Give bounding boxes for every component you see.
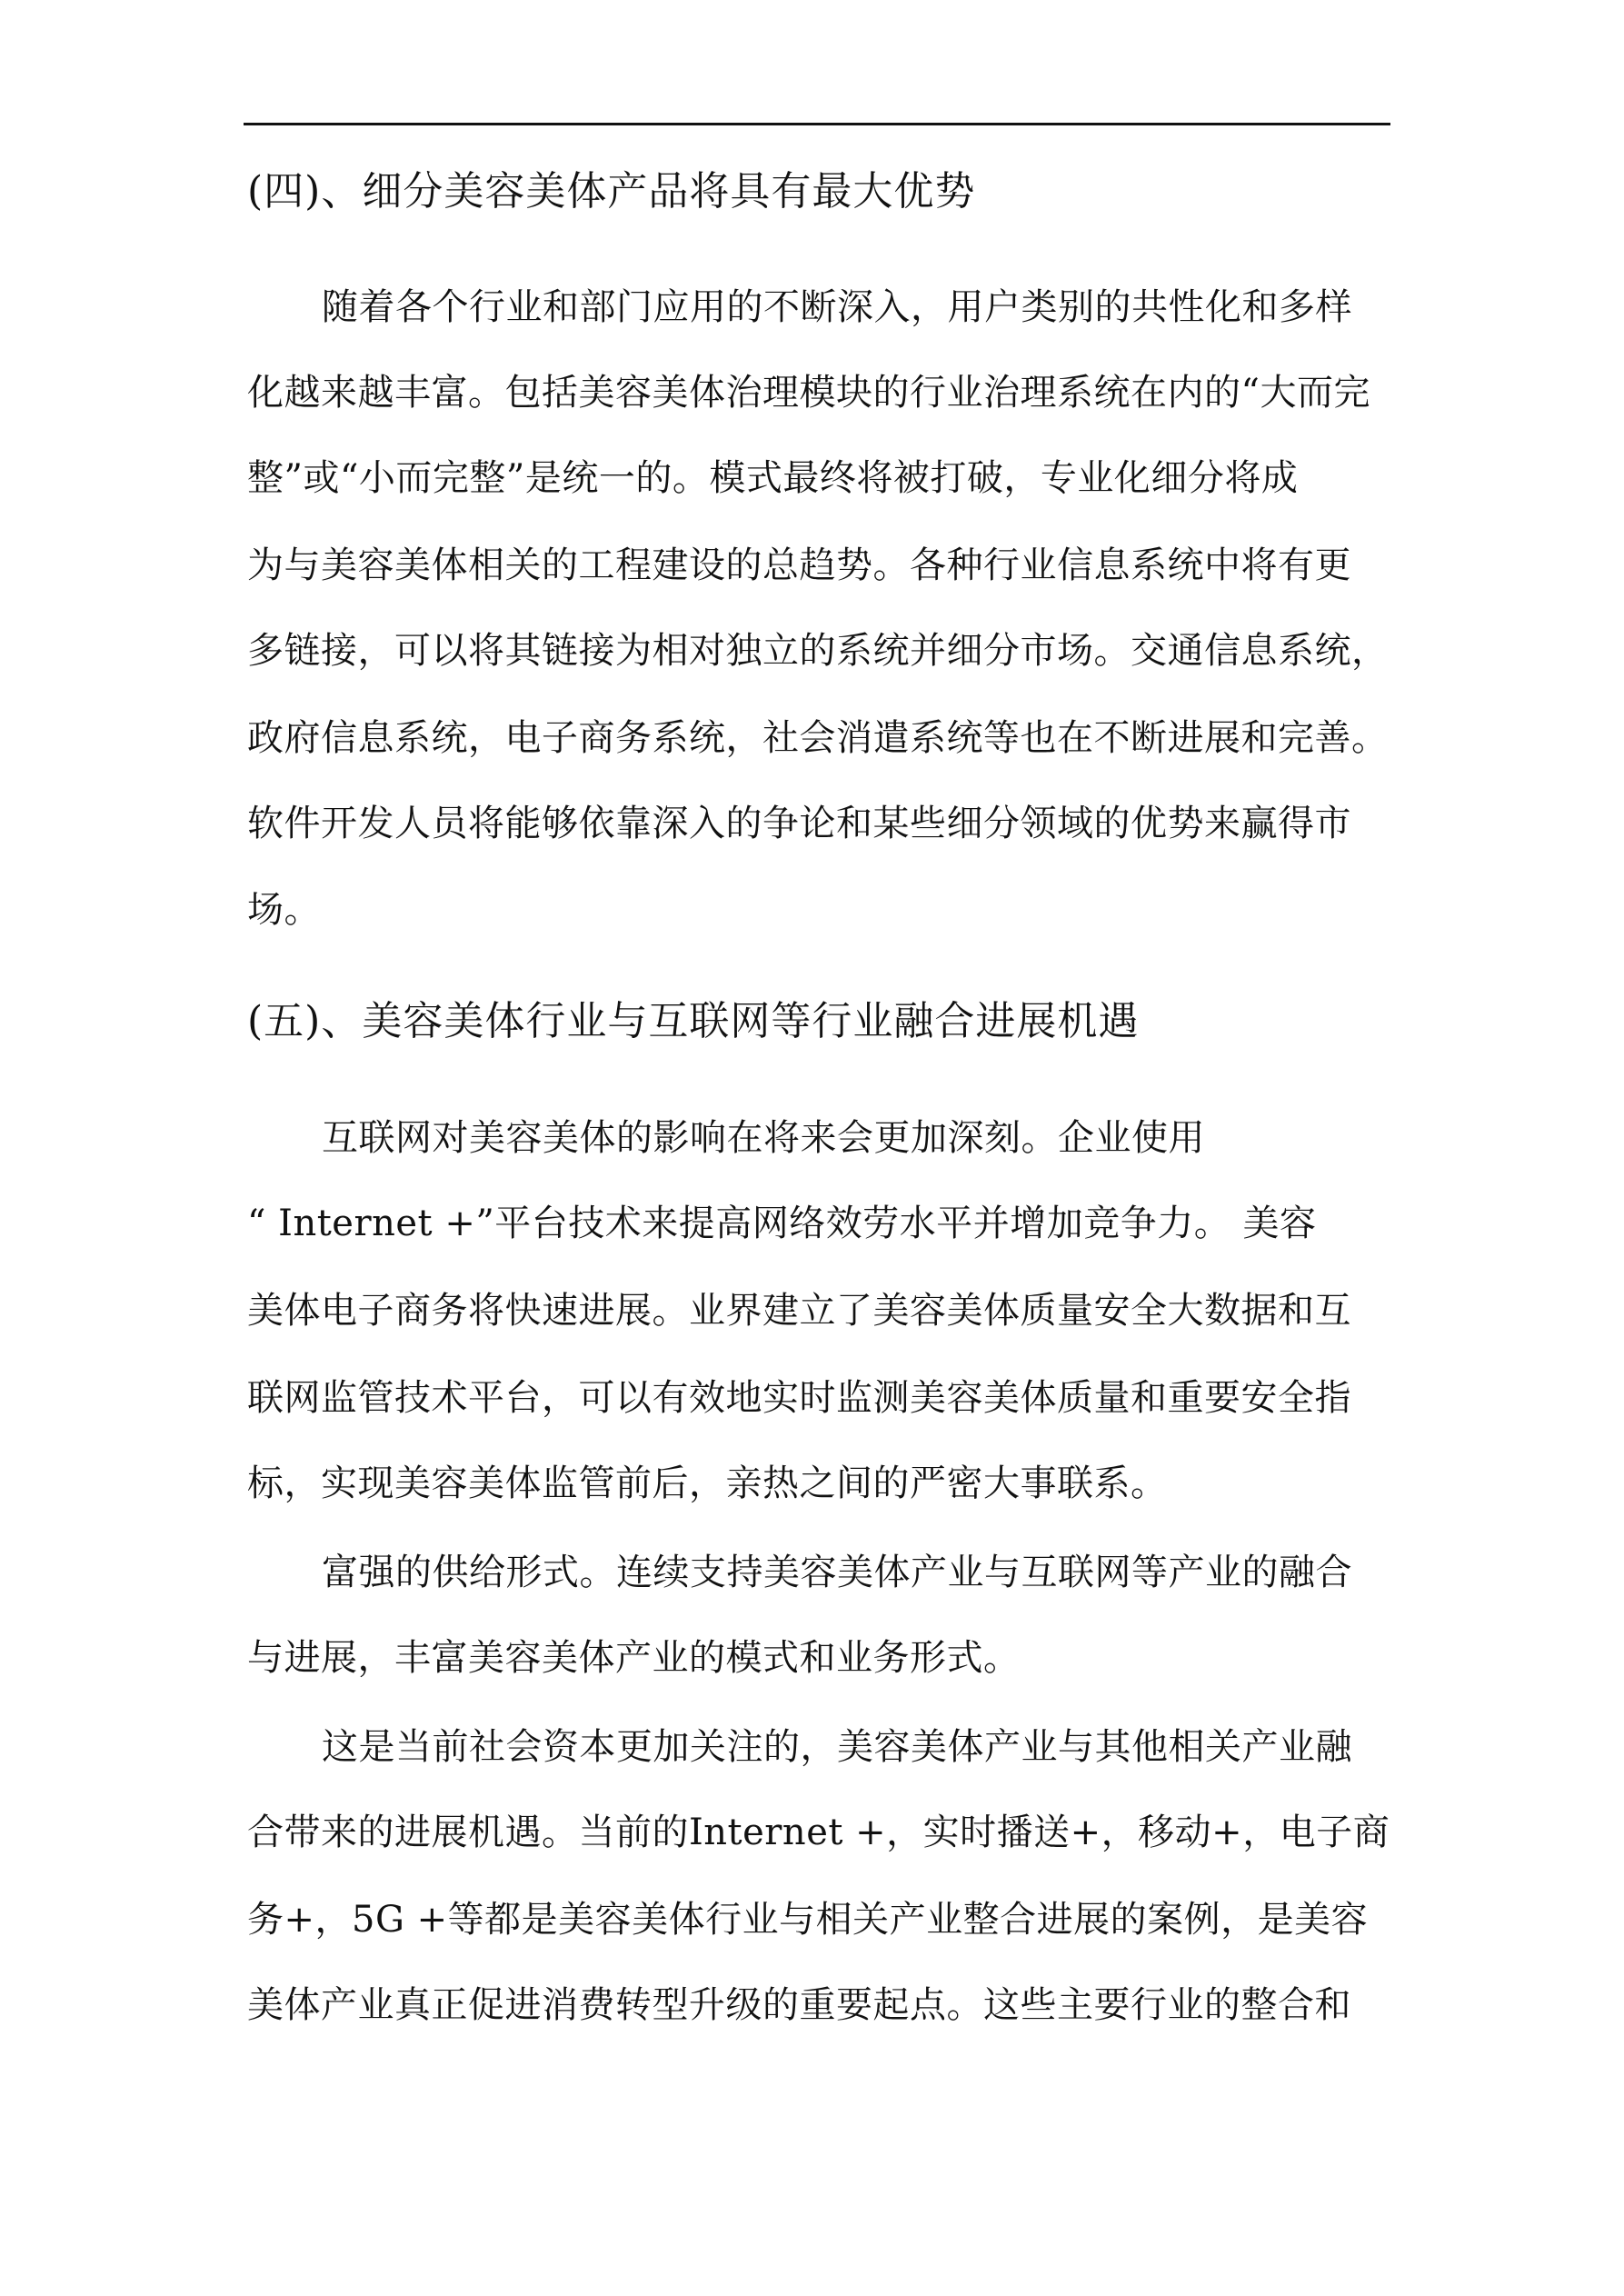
section-heading-4: (四)、细分美容美体产品将具有最大优势: [247, 168, 976, 215]
paragraph-line: 整”或“小而完整”是统一的。模式最终将被打破，专业化细分将成: [247, 457, 1299, 499]
paragraph-line: 政府信息系统，电子商务系统，社会消遣系统等也在不断进展和完善。: [247, 717, 1389, 759]
header-rule: [244, 123, 1390, 125]
paragraph-line: 联网监管技术平台，可以有效地实时监测美容美体质量和重要安全指: [247, 1377, 1351, 1419]
paragraph-line: 美体电子商务将快速进展。业界建立了美容美体质量安全大数据和互: [247, 1290, 1351, 1332]
section-heading-5: (五)、美容美体行业与互联网等行业融合进展机遇: [247, 998, 1140, 1044]
paragraph-line: 美体产业真正促进消费转型升级的重要起点。这些主要行业的整合和: [247, 1984, 1351, 2026]
paragraph-line: “ Internet +”平台技术来提高网络效劳水平并增加竞争力。 美容: [247, 1203, 1317, 1244]
paragraph-line: 软件开发人员将能够依靠深入的争论和某些细分领域的优势来赢得市: [247, 803, 1351, 844]
paragraph-line: 为与美容美体相关的工程建设的总趋势。各种行业信息系统中将有更: [247, 544, 1351, 586]
paragraph-line: 标，实现美容美体监管前后，亲热之间的严密大事联系。: [247, 1462, 1168, 1504]
paragraph-line: 富强的供给形式。连续支持美容美体产业与互联网等产业的融合: [322, 1552, 1352, 1593]
paragraph-line: 场。: [247, 889, 321, 931]
paragraph-line: 互联网对美容美体的影响在将来会更加深刻。企业使用: [322, 1117, 1205, 1159]
paragraph-line: 随着各个行业和部门应用的不断深入，用户类别的共性化和多样: [322, 286, 1352, 328]
paragraph-line: 务+，5G +等都是美容美体行业与相关产业整合进展的案例，是美容: [247, 1899, 1369, 1941]
paragraph-line: 多链接，可以将其链接为相对独立的系统并细分市场。交通信息系统，: [247, 630, 1389, 672]
paragraph-line: 这是当前社会资本更加关注的，美容美体产业与其他相关产业融: [322, 1726, 1352, 1768]
paragraph-line: 合带来的进展机遇。当前的Internet +，实时播送+，移动+，电子商: [247, 1812, 1390, 1853]
paragraph-line: 化越来越丰富。包括美容美体治理模块的行业治理系统在内的“大而完: [247, 372, 1370, 414]
paragraph-line: 与进展，丰富美容美体产业的模式和业务形式。: [247, 1637, 1021, 1679]
